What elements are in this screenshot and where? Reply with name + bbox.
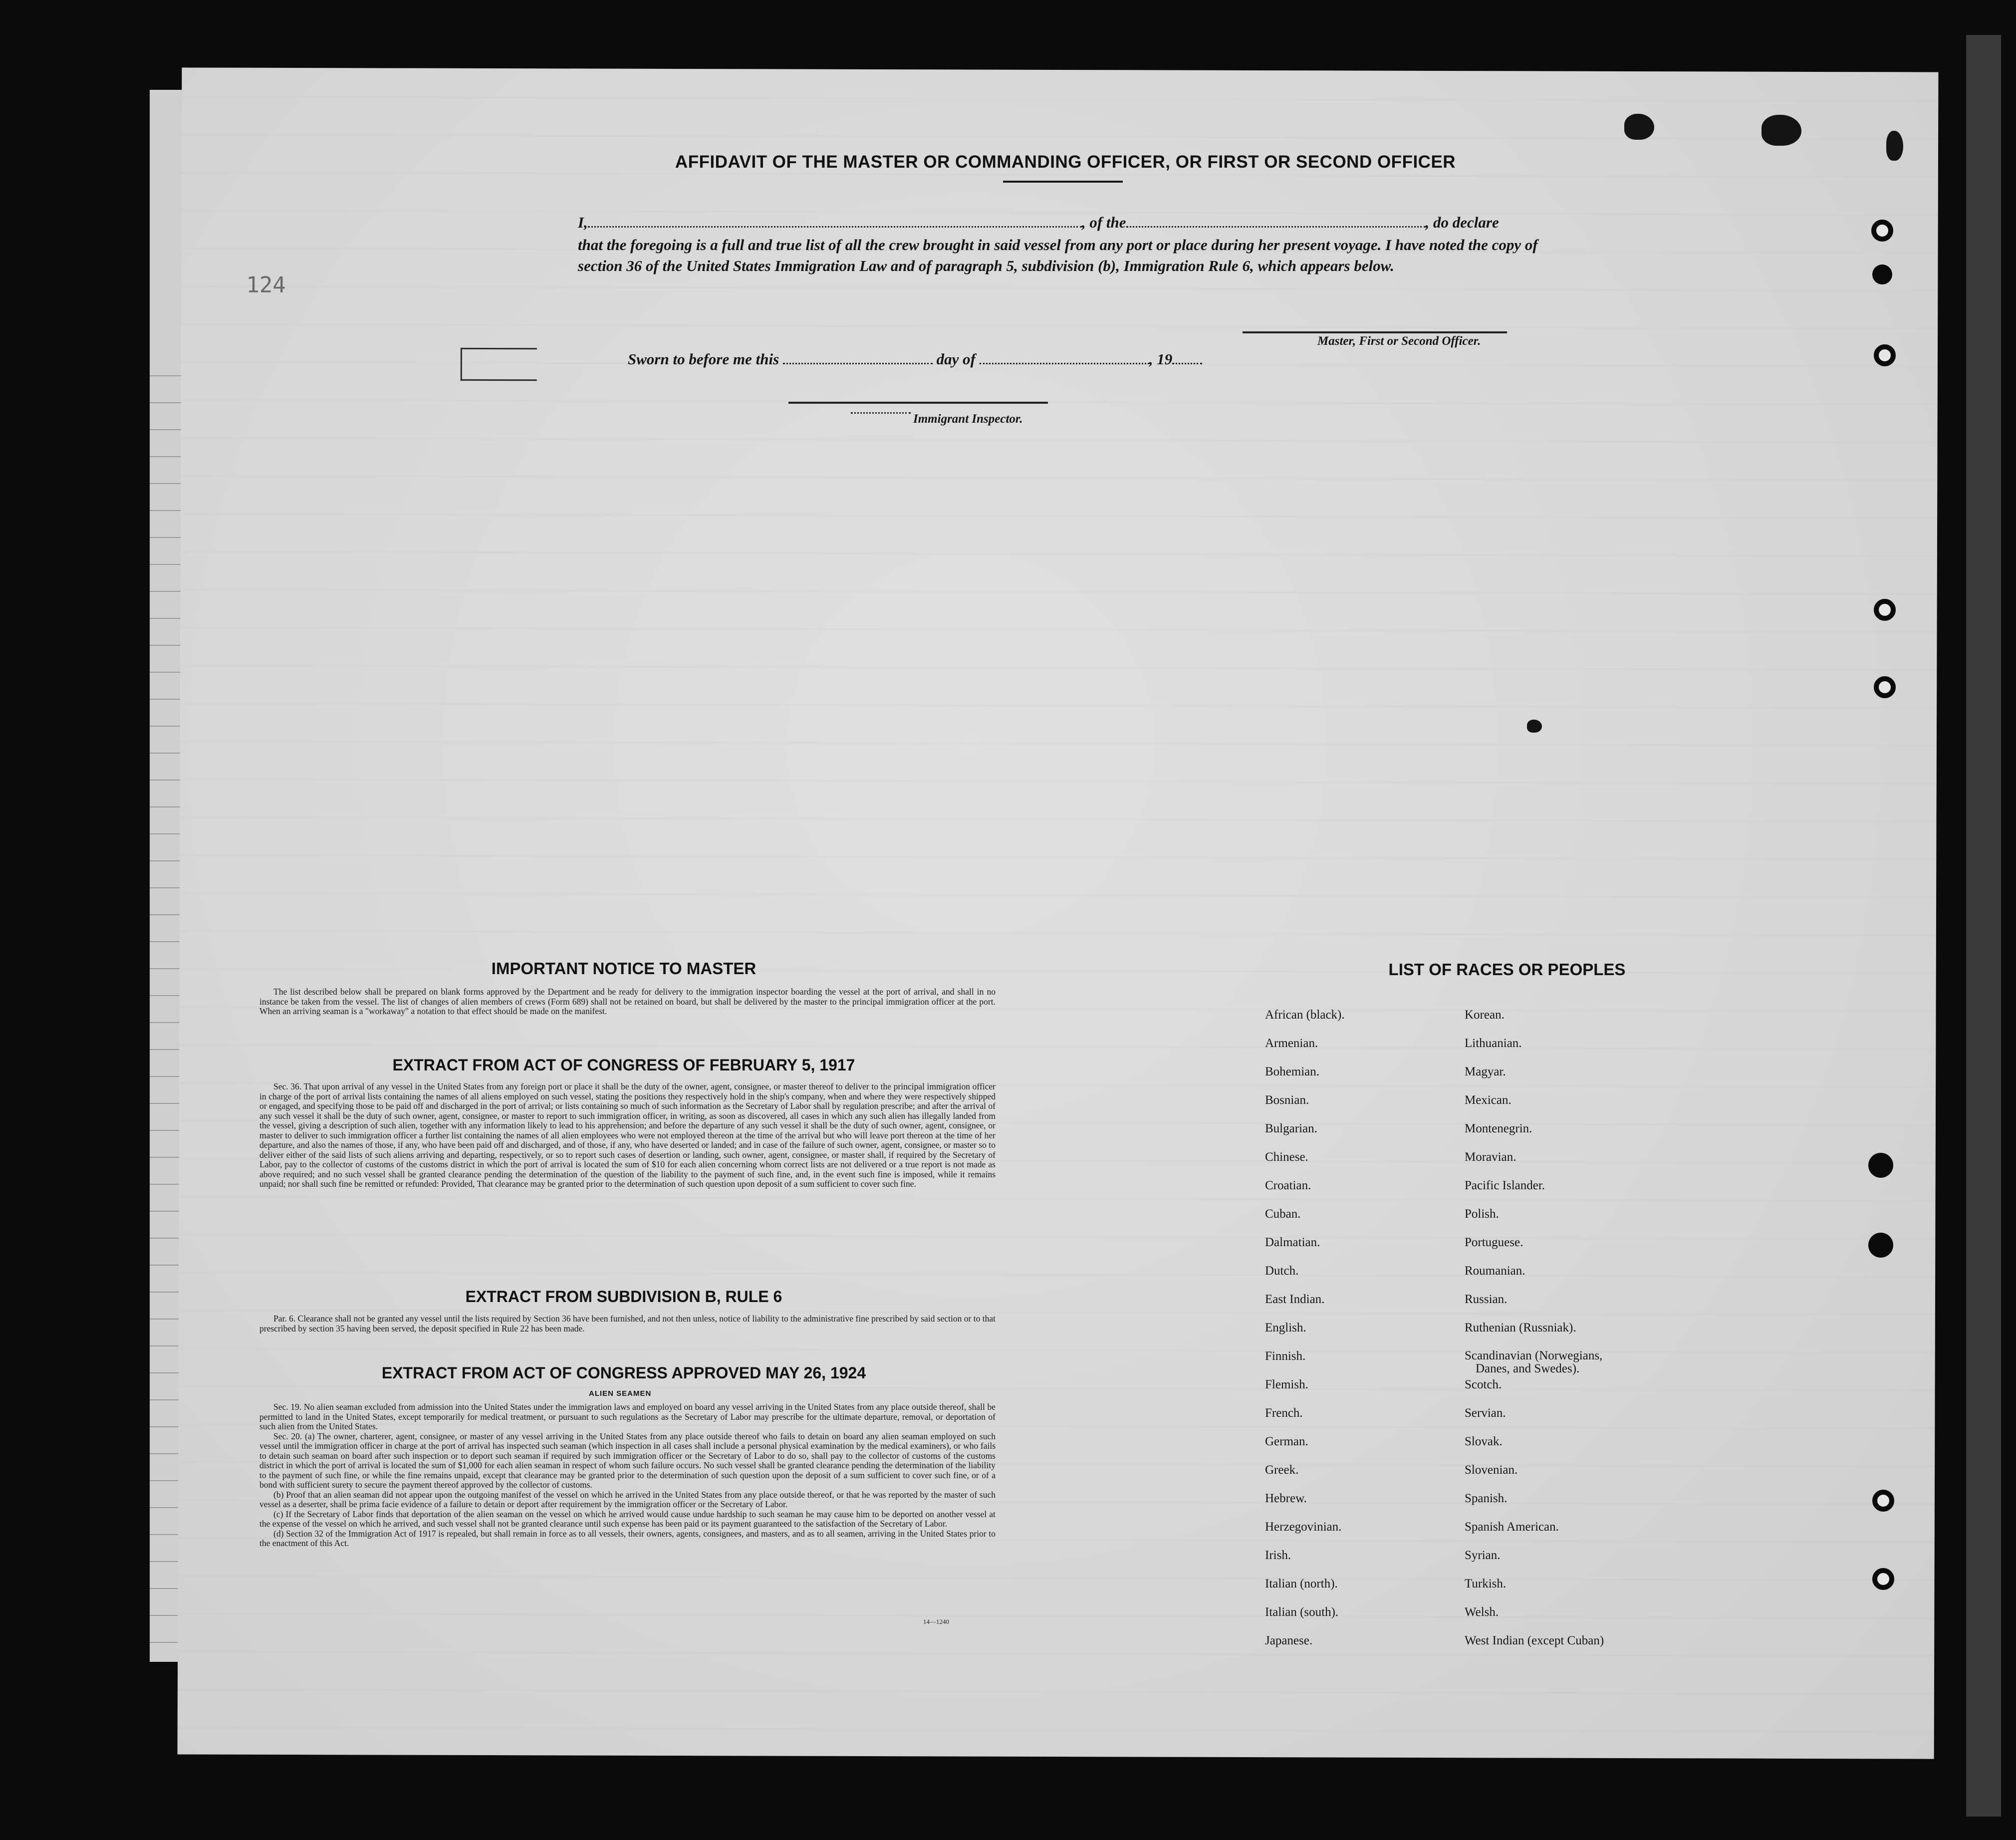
- page-stamp-number: 124: [246, 272, 286, 298]
- race-item: Servian.: [1465, 1406, 1506, 1420]
- sworn-day-blank: [783, 363, 933, 364]
- inspector-leader-dots: [851, 412, 911, 414]
- race-item: English.: [1265, 1321, 1306, 1334]
- notice-title: IMPORTANT NOTICE TO MASTER: [491, 959, 756, 978]
- affidavit-title-rule: [1003, 181, 1123, 183]
- race-item: German.: [1265, 1435, 1308, 1448]
- races-left-column: [1265, 1008, 1345, 1662]
- race-item: Scotch.: [1465, 1378, 1502, 1391]
- paper-damage-spot: [1886, 131, 1903, 161]
- sworn-line: [628, 350, 1202, 368]
- race-item: Bulgarian.: [1265, 1122, 1317, 1135]
- race-item: Turkish.: [1465, 1577, 1507, 1590]
- punch-hole: [1874, 599, 1896, 621]
- extract-1924-text: [259, 1402, 996, 1549]
- paper-damage-spot: [1762, 115, 1801, 146]
- sworn-text: Sworn to before me this: [628, 350, 779, 368]
- margin-tab-mark: [461, 348, 537, 381]
- paper-damage-spot: [1527, 720, 1542, 733]
- declaration-i: I,: [578, 214, 588, 231]
- race-item: Dutch.: [1265, 1264, 1299, 1278]
- section-20b-paragraph: (b) Proof that an alien seaman did not appear upon the outgoing manifest of the vessel on which he arrived in the United States from any place outside thereof, or that he was reported by the master of such vessel as a deserter, shall be prima facie evidence of a failure to detain or deport after requirement by the immigration officer or the Secretary of Labor.: [259, 1489, 996, 1509]
- extract-rule6-text: [259, 1314, 996, 1333]
- race-item-line-1: Scandinavian (Norwegians,: [1465, 1349, 1603, 1362]
- race-item: Chinese.: [1265, 1150, 1308, 1164]
- race-item: Croatian.: [1265, 1179, 1311, 1192]
- master-signature-line: [1243, 331, 1507, 333]
- extract-1917-paragraph: Sec. 36. That upon arrival of any vessel in the United States from any foreign port or place it shall be the duty of the owner, agent, consignee, or master thereof to deliver to the principal immigration officer in charge of the port of arrival lists containing the names of all aliens employed on such vessel, stating the positions they respectively hold in the ship's company, when and where they were respectively shipped or engaged, and specifying those to be paid off and discharged in the port of arrival; or lists containing so much of such information as the Secretary of Labor shall by regulation prescribe; and after the arrival of any such vessel it shall be the duty of such owner, agent, consignee, or master to report to such immigration officer, in writing, as soon as discovered, all cases in which any such alien has illegally landed from the vessel, giving a description of such alien, together with any information likely to lead to his apprehension; and before the departure of any such vessel it shall be the duty of such owner, agent, consignee, or master to deliver to such immigration officer a further list containing the names of all alien employees who were not employed thereon at the time of the arrival but who will leave port thereon at the time of her departure, and also the names of those, if any, who have been paid off and discharged, and of those, if any, who have deserted or landed; and in case of the failure of such owner, agent, consignee, or master so to deliver either of the said lists of such aliens arriving and departing, respectively, or so to report such cases of desertion or landing, such owner, agent, consignee, or master shall, if required by the Secretary of Labor, pay to the collector of customs of the customs district in which the port of arrival is located the sum of $10 for each alien concerning whom correct lists are not delivered or a true report is not made as above required; and no such vessel shall be granted clearance pending the determination of the question of the liability to the payment of such fine, and, in the event such fine is imposed, while it remains unpaid; nor shall such fine be remitted or refunded: Provided, That clearance may be granted prior to the determination of such question upon deposit of a sum sufficient to cover such fine.: [259, 1081, 996, 1189]
- race-item: Slovak.: [1465, 1435, 1503, 1448]
- extract-1917-text: [259, 1082, 996, 1189]
- inspector-label: Immigrant Inspector.: [913, 412, 1023, 426]
- day-of-text: day of: [936, 350, 976, 368]
- race-item: Ruthenian (Russniak).: [1465, 1321, 1576, 1334]
- sworn-month-blank: [980, 363, 1149, 364]
- extract-rule6-paragraph: Par. 6. Clearance shall not be granted any vessel until the lists required by Section 36 have been furnished, and not then unless, notice of liability to the administrative fine prescribed by said section or to that prescribed by section 35 having been served, the deposit specified in Rule 22 has been made.: [259, 1314, 996, 1333]
- year-prefix: , 19: [1149, 350, 1173, 368]
- race-item: Armenian.: [1265, 1037, 1318, 1050]
- race-item: Portuguese.: [1465, 1236, 1523, 1249]
- race-item: Hebrew.: [1265, 1492, 1307, 1505]
- race-item-scandinavian: [1465, 1349, 1604, 1378]
- race-item: Cuban.: [1265, 1207, 1301, 1221]
- race-item: Moravian.: [1465, 1150, 1516, 1164]
- form-number: 14—1240: [923, 1618, 949, 1625]
- race-item: Bohemian.: [1265, 1065, 1320, 1078]
- races-list-title: LIST OF RACES OR PEOPLES: [1388, 960, 1626, 979]
- race-item: Lithuanian.: [1465, 1037, 1522, 1050]
- vessel-name-blank: [1126, 226, 1426, 228]
- race-item: Japanese.: [1265, 1634, 1313, 1647]
- extract-1917-title: EXTRACT FROM ACT OF CONGRESS OF FEBRUARY 5, 1917: [392, 1056, 855, 1074]
- race-item: French.: [1265, 1406, 1303, 1420]
- punch-hole: [1872, 1490, 1894, 1512]
- section-19-paragraph: Sec. 19. No alien seaman excluded from admission into the United States under the immigration laws and employed on board any vessel arriving in the United States from any place outside thereof, shall be permitted to land in the United States, except temporarily for medical treatment, or pursuant to such regulations as the Secretary of Labor may prescribe for the ultimate departure, removal, or deportation of such alien from the United States.: [259, 1402, 996, 1431]
- race-item: Spanish American.: [1465, 1520, 1559, 1534]
- race-item: Herzegovinian.: [1265, 1520, 1342, 1534]
- race-item: Montenegrin.: [1465, 1122, 1532, 1135]
- race-item: Finnish.: [1265, 1349, 1306, 1363]
- race-item: Russian.: [1465, 1293, 1508, 1306]
- races-right-column: [1465, 1008, 1604, 1662]
- declarant-name-blank: [588, 226, 1082, 228]
- race-item: Slovenian.: [1465, 1463, 1518, 1477]
- race-item: Pacific Islander.: [1465, 1179, 1545, 1192]
- extract-1924-title: EXTRACT FROM ACT OF CONGRESS APPROVED MAY 26, 1924: [381, 1364, 866, 1382]
- race-item: Flemish.: [1265, 1378, 1308, 1391]
- section-20a-paragraph: Sec. 20. (a) The owner, charterer, agent, consignee, or master of any vessel arriving in the United States from any place outside thereof who fails to detain on board any alien seaman employed on such vessel until the immigration officer in charge at the port of arrival has inspected such seaman (which inspection in all cases shall include a personal physical examination by the medical examiners), or who fails to detain such seaman on board after such inspection or to deport such seaman if required by such immigration officer or the Secretary of Labor to do so, shall pay to the collector of customs of the customs district in which the port of arrival is located the sum of $1,000 for each alien seaman in respect of whom such failure occurs. No such vessel shall be granted clearance pending the determination of the liability to the payment of such fine, or while the fine remains unpaid, except that clearance may be granted prior to the determination of such question upon the deposit of a sum sufficient to cover such fine, or of a bond with sufficient surety to secure the payment thereof approved by the collector of customs.: [259, 1431, 996, 1490]
- race-item-line-2: Danes, and Swedes).: [1476, 1362, 1580, 1375]
- punch-hole: [1874, 676, 1896, 698]
- sworn-year-blank: [1172, 363, 1202, 364]
- race-item: Greek.: [1265, 1463, 1299, 1477]
- race-item: East Indian.: [1265, 1293, 1325, 1306]
- race-item: Magyar.: [1465, 1065, 1506, 1078]
- race-item: Spanish.: [1465, 1492, 1508, 1505]
- punch-hole: [1874, 344, 1896, 366]
- extract-rule6-title: EXTRACT FROM SUBDIVISION B, RULE 6: [465, 1288, 782, 1306]
- notice-text: [259, 987, 996, 1017]
- punch-hole: [1868, 1233, 1893, 1258]
- race-item: African (black).: [1265, 1008, 1345, 1022]
- master-signature-label: Master, First or Second Officer.: [1317, 334, 1481, 348]
- declaration-do-declare: , do declare: [1425, 214, 1499, 231]
- section-20c-paragraph: (c) If the Secretary of Labor finds that deportation of the alien seaman on the vessel on which he arrived would cause undue hardship to such seaman he may cause him to be deported on another vessel at the expense of the vessel on which he arrived, and such vessel shall not be granted clearance until such expense has been paid or its payment guaranteed to the satisfaction of the Secretary of Labor.: [259, 1509, 996, 1529]
- affidavit-statement: that the foregoing is a full and true list of all the crew brought in said vessel from any port or place during her present voyage. I have noted the copy of section 36 of the United States Immigration Law and of paragraph 5, subdivision (b), Immigration Rule 6, which appears below.: [578, 236, 1538, 274]
- notice-paragraph: The list described below shall be prepared on blank forms approved by the Department and be ready for delivery to the immigration inspector boarding the vessel at the port of arrival, and shall in no instance be taken from the vessel. The list of changes of alien members of crews (Form 689) shall not be retained on board, but shall be delivered by the master to the principal immigration officer at the port. When an arriving seaman is a "workaway" a notation to that effect should be made on the manifest.: [259, 987, 996, 1016]
- section-20d-paragraph: (d) Section 32 of the Immigration Act of 1917 is repealed, but shall remain in force as to all vessels, their owners, agents, consignees, and masters, and as to all seamen, arriving in the United States prior to the enactment of this Act.: [259, 1528, 996, 1548]
- alien-seamen-subtitle: ALIEN SEAMEN: [589, 1389, 652, 1398]
- race-item: Italian (south).: [1265, 1605, 1339, 1619]
- race-item: Welsh.: [1465, 1605, 1499, 1619]
- punch-hole: [1872, 264, 1892, 284]
- race-item: West Indian (except Cuban): [1465, 1634, 1604, 1647]
- race-item: Irish.: [1265, 1549, 1291, 1562]
- punch-hole: [1871, 220, 1893, 242]
- race-item: Syrian.: [1465, 1549, 1501, 1562]
- paper-damage-spot: [1624, 114, 1654, 140]
- race-item: Roumanian.: [1465, 1264, 1525, 1278]
- race-item: Italian (north).: [1265, 1577, 1338, 1590]
- race-item: Bosnian.: [1265, 1093, 1309, 1107]
- declaration-line: [578, 214, 1499, 232]
- race-item: Dalmatian.: [1265, 1236, 1320, 1249]
- affidavit-title: AFFIDAVIT OF THE MASTER OR COMMANDING OFFICER, OR FIRST OR SECOND OFFICER: [675, 152, 1456, 172]
- race-item: Mexican.: [1465, 1093, 1512, 1107]
- race-item: Polish.: [1465, 1207, 1499, 1221]
- punch-hole: [1872, 1568, 1894, 1590]
- punch-hole: [1868, 1153, 1893, 1178]
- scanner-frame: [1966, 35, 2001, 1817]
- declaration-of-the: , of the: [1081, 214, 1126, 231]
- inspector-signature-line: [788, 402, 1048, 404]
- race-item: Korean.: [1465, 1008, 1505, 1022]
